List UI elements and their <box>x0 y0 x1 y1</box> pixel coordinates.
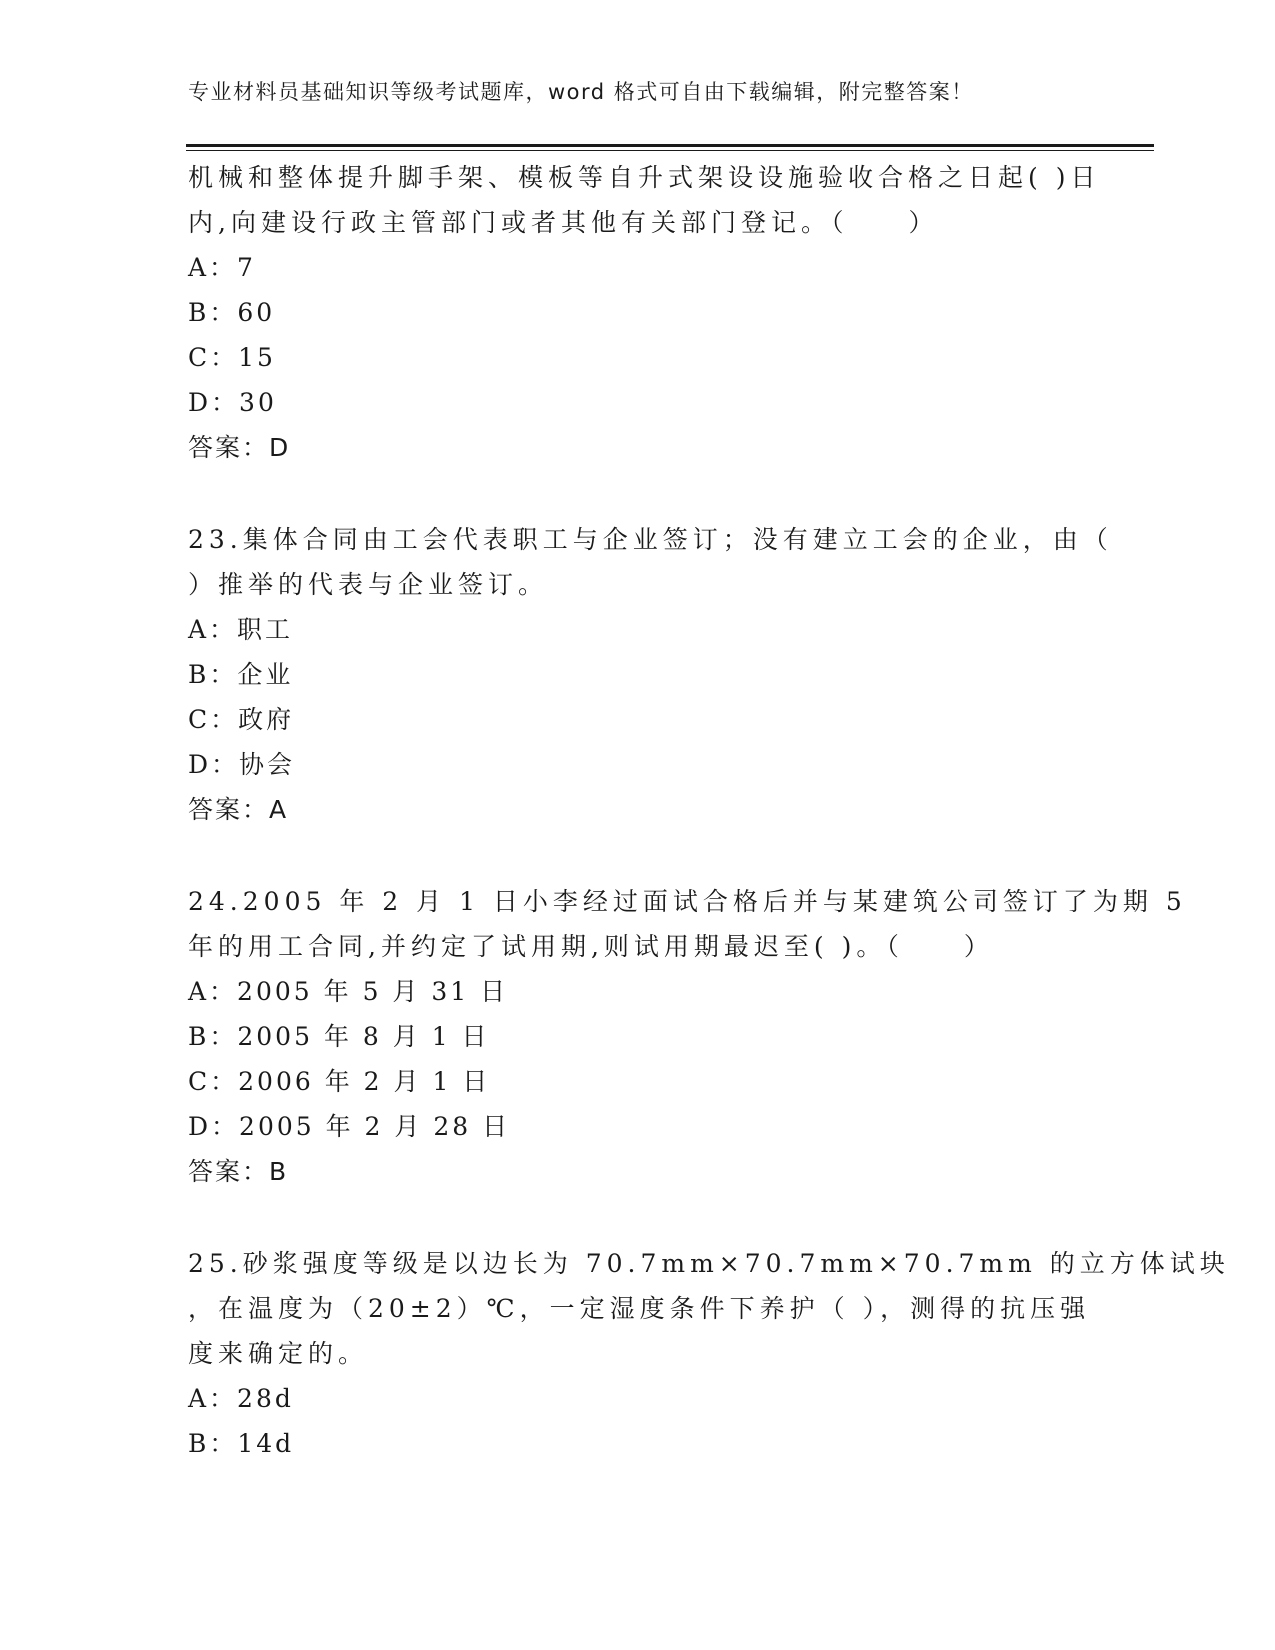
question-text-line: 23.集体合同由工会代表职工与企业签订；没有建立工会的企业，由（ <box>188 525 1113 554</box>
question-spacer <box>188 832 1088 879</box>
answer-line: 答案：D <box>188 433 291 462</box>
header-rule-thick <box>186 144 1154 147</box>
header-rule-thin <box>186 150 1154 151</box>
question-text-line: 24.2005 年 2 月 1 日小李经过面试合格后并与某建筑公司签订了为期 5 <box>188 887 1187 916</box>
question-item <box>188 155 1101 470</box>
question-list <box>188 155 1230 1466</box>
question-item <box>188 1241 1230 1466</box>
option-b: B：企业 <box>188 660 294 689</box>
option-a: A：2005 年 5 月 31 日 <box>188 977 509 1006</box>
answer-line: 答案：B <box>188 1157 289 1186</box>
question-text-line: 机械和整体提升脚手架、模板等自升式架设设施验收合格之日起( )日 <box>188 163 1101 192</box>
option-b: B：60 <box>188 298 276 327</box>
answer-line: 答案：A <box>188 795 289 824</box>
option-b: B：14d <box>188 1429 295 1458</box>
option-a: A：职工 <box>188 615 294 644</box>
option-a: A：28d <box>188 1384 294 1413</box>
header-title: 专业材料员基础知识等级考试题库，word 格式可自由下载编辑，附完整答案！ <box>188 80 974 104</box>
question-text-line: ）推举的代表与企业签订。 <box>188 570 549 599</box>
option-d: D：30 <box>188 388 277 417</box>
question-spacer <box>188 1194 1088 1241</box>
option-c: C：15 <box>188 343 276 372</box>
option-b: B：2005 年 8 月 1 日 <box>188 1022 490 1051</box>
option-c: C：2006 年 2 月 1 日 <box>188 1067 491 1096</box>
option-c: C：政府 <box>188 705 295 734</box>
option-a: A：7 <box>188 253 256 282</box>
question-text-line: 内,向建设行政主管部门或者其他有关部门登记。（ ） <box>188 208 939 237</box>
question-item <box>188 879 1187 1194</box>
question-text-line: 25.砂浆强度等级是以边长为 70.7mm×70.7mm×70.7mm 的立方体试块 <box>188 1249 1230 1278</box>
question-text-line: 度来确定的。 <box>188 1339 369 1368</box>
question-text-line: 年的用工合同,并约定了试用期,则试用期最迟至( )。（ ） <box>188 932 994 961</box>
option-d: D：2005 年 2 月 28 日 <box>188 1112 511 1141</box>
option-d: D：协会 <box>188 750 296 779</box>
question-spacer <box>188 470 1088 517</box>
question-text-line: ，在温度为（20±2）℃，一定湿度条件下养护（ ），测得的抗压强 <box>188 1294 1091 1323</box>
question-item <box>188 517 1113 832</box>
